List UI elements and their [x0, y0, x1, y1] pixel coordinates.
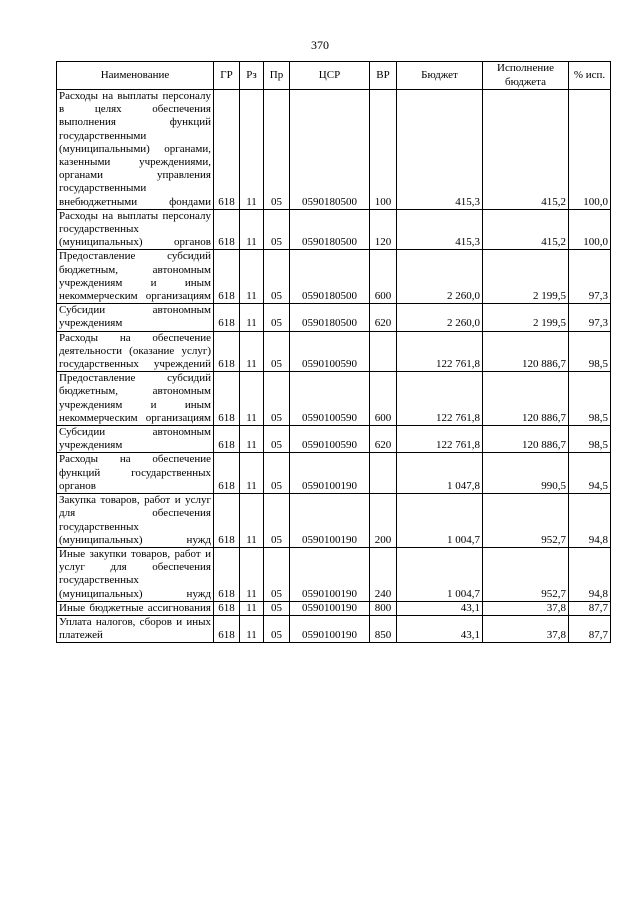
table-row	[57, 494, 611, 548]
cell-percent: 87,7	[569, 615, 611, 642]
cell-rz: 11	[240, 209, 264, 250]
cell-pr: 05	[264, 547, 290, 601]
cell-rz: 11	[240, 304, 264, 331]
header-vr: ВР	[370, 62, 397, 90]
cell-vr: 800	[370, 601, 397, 615]
cell-rz: 11	[240, 453, 264, 494]
header-execution: Исполнение бюджета	[483, 62, 569, 90]
table-row	[57, 453, 611, 494]
cell-name: Субсидии автономным учреждениям	[57, 426, 214, 453]
cell-execution: 952,7	[483, 494, 569, 548]
cell-vr: 620	[370, 304, 397, 331]
cell-gr: 618	[214, 90, 240, 210]
cell-rz: 11	[240, 426, 264, 453]
cell-execution: 120 886,7	[483, 372, 569, 426]
cell-budget: 1 004,7	[397, 494, 483, 548]
cell-vr: 850	[370, 615, 397, 642]
header-gr: ГР	[214, 62, 240, 90]
cell-name: Расходы на обеспечение деятельности (оказание услуг) государственных учреждений	[57, 331, 214, 372]
cell-pr: 05	[264, 372, 290, 426]
cell-budget: 122 761,8	[397, 426, 483, 453]
cell-csr: 0590100190	[290, 453, 370, 494]
cell-budget: 2 260,0	[397, 304, 483, 331]
cell-pr: 05	[264, 453, 290, 494]
header-name: Наименование	[57, 62, 214, 90]
cell-csr: 0590100590	[290, 426, 370, 453]
cell-name: Расходы на выплаты персоналу государственных (муниципальных) органов	[57, 209, 214, 250]
cell-pr: 05	[264, 615, 290, 642]
cell-budget: 43,1	[397, 601, 483, 615]
cell-percent: 94,8	[569, 494, 611, 548]
cell-budget: 415,3	[397, 209, 483, 250]
cell-percent: 97,3	[569, 250, 611, 304]
cell-csr: 0590180500	[290, 209, 370, 250]
cell-budget: 415,3	[397, 90, 483, 210]
cell-gr: 618	[214, 426, 240, 453]
cell-gr: 618	[214, 331, 240, 372]
cell-gr: 618	[214, 453, 240, 494]
cell-vr: 620	[370, 426, 397, 453]
cell-pr: 05	[264, 494, 290, 548]
cell-csr: 0590100190	[290, 547, 370, 601]
cell-name: Расходы на обеспечение функций государственных органов	[57, 453, 214, 494]
page-number: 370	[311, 38, 329, 52]
cell-execution: 415,2	[483, 90, 569, 210]
cell-percent: 98,5	[569, 426, 611, 453]
cell-budget: 43,1	[397, 615, 483, 642]
table-row	[57, 304, 611, 331]
cell-name: Уплата налогов, сборов и иных платежей	[57, 615, 214, 642]
cell-rz: 11	[240, 494, 264, 548]
cell-gr: 618	[214, 601, 240, 615]
cell-percent: 100,0	[569, 209, 611, 250]
table-row	[57, 547, 611, 601]
cell-execution: 120 886,7	[483, 426, 569, 453]
table-row	[57, 372, 611, 426]
cell-vr: 200	[370, 494, 397, 548]
cell-name: Расходы на выплаты персоналу в целях обеспечения выполнения функций государственными (муниципальными) органами, казенными учреждениями, органами управления государственными внебюджетными фондами	[57, 90, 214, 210]
table-row	[57, 426, 611, 453]
cell-pr: 05	[264, 209, 290, 250]
cell-gr: 618	[214, 209, 240, 250]
cell-percent: 94,5	[569, 453, 611, 494]
cell-percent: 98,5	[569, 372, 611, 426]
cell-vr: 600	[370, 372, 397, 426]
cell-pr: 05	[264, 304, 290, 331]
cell-name: Субсидии автономным учреждениям	[57, 304, 214, 331]
cell-percent: 97,3	[569, 304, 611, 331]
cell-csr: 0590100190	[290, 601, 370, 615]
cell-percent: 94,8	[569, 547, 611, 601]
cell-execution: 990,5	[483, 453, 569, 494]
cell-pr: 05	[264, 331, 290, 372]
cell-gr: 618	[214, 615, 240, 642]
cell-execution: 37,8	[483, 615, 569, 642]
cell-csr: 0590100590	[290, 372, 370, 426]
cell-vr	[370, 331, 397, 372]
cell-rz: 11	[240, 331, 264, 372]
cell-csr: 0590180500	[290, 250, 370, 304]
table-row	[57, 331, 611, 372]
cell-name: Иные закупки товаров, работ и услуг для обеспечения государственных (муниципальных) нужд	[57, 547, 214, 601]
cell-name: Предоставление субсидий бюджетным, автономным учреждениям и иным некоммерческим организациям	[57, 372, 214, 426]
cell-rz: 11	[240, 90, 264, 210]
cell-execution: 952,7	[483, 547, 569, 601]
header-rz: Рз	[240, 62, 264, 90]
cell-gr: 618	[214, 494, 240, 548]
cell-name: Предоставление субсидий бюджетным, автономным учреждениям и иным некоммерческим организациям	[57, 250, 214, 304]
cell-csr: 0590100590	[290, 331, 370, 372]
cell-name: Иные бюджетные ассигнования	[57, 601, 214, 615]
cell-vr: 100	[370, 90, 397, 210]
cell-gr: 618	[214, 547, 240, 601]
cell-csr: 0590100190	[290, 615, 370, 642]
cell-percent: 98,5	[569, 331, 611, 372]
header-pr: Пр	[264, 62, 290, 90]
table-row	[57, 601, 611, 615]
cell-budget: 1 004,7	[397, 547, 483, 601]
cell-vr	[370, 453, 397, 494]
table-body	[57, 90, 611, 643]
table-row	[57, 615, 611, 642]
cell-csr: 0590180500	[290, 90, 370, 210]
cell-gr: 618	[214, 250, 240, 304]
cell-csr: 0590180500	[290, 304, 370, 331]
cell-rz: 11	[240, 547, 264, 601]
table-row	[57, 209, 611, 250]
table-row	[57, 250, 611, 304]
cell-gr: 618	[214, 372, 240, 426]
cell-budget: 122 761,8	[397, 372, 483, 426]
cell-execution: 415,2	[483, 209, 569, 250]
table-header-row	[57, 62, 611, 90]
cell-name: Закупка товаров, работ и услуг для обеспечения государственных (муниципальных) нужд	[57, 494, 214, 548]
cell-pr: 05	[264, 250, 290, 304]
header-budget: Бюджет	[397, 62, 483, 90]
cell-execution: 120 886,7	[483, 331, 569, 372]
cell-rz: 11	[240, 372, 264, 426]
header-percent: % исп.	[569, 62, 611, 90]
cell-pr: 05	[264, 601, 290, 615]
cell-vr: 240	[370, 547, 397, 601]
table-row	[57, 90, 611, 210]
cell-execution: 2 199,5	[483, 304, 569, 331]
cell-percent: 87,7	[569, 601, 611, 615]
cell-execution: 2 199,5	[483, 250, 569, 304]
budget-execution-table	[56, 61, 611, 643]
cell-vr: 120	[370, 209, 397, 250]
cell-budget: 2 260,0	[397, 250, 483, 304]
cell-budget: 1 047,8	[397, 453, 483, 494]
cell-csr: 0590100190	[290, 494, 370, 548]
cell-gr: 618	[214, 304, 240, 331]
cell-percent: 100,0	[569, 90, 611, 210]
cell-execution: 37,8	[483, 601, 569, 615]
cell-budget: 122 761,8	[397, 331, 483, 372]
cell-rz: 11	[240, 601, 264, 615]
cell-pr: 05	[264, 90, 290, 210]
cell-vr: 600	[370, 250, 397, 304]
cell-pr: 05	[264, 426, 290, 453]
header-csr: ЦСР	[290, 62, 370, 90]
cell-rz: 11	[240, 615, 264, 642]
cell-rz: 11	[240, 250, 264, 304]
